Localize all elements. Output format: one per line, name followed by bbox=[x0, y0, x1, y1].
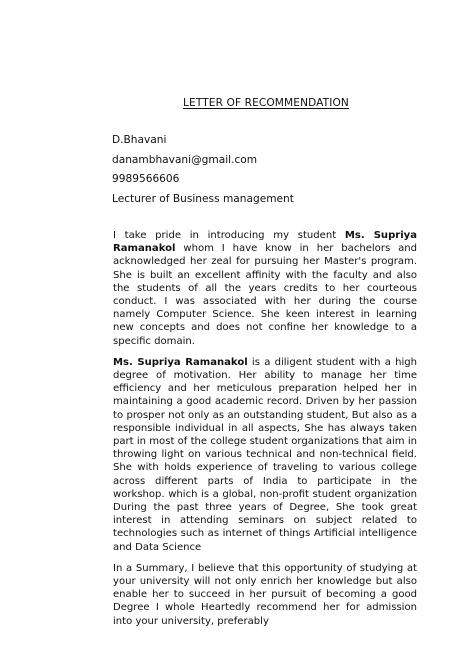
student-name: Ms. Supriya Ramanakol bbox=[113, 356, 248, 368]
student-name: Ms. Supriya Ramanakol bbox=[113, 230, 418, 255]
paragraph-introduction-lead: I take pride in introducing my student bbox=[113, 230, 345, 241]
sender-email: danambhavani@gmail.com bbox=[112, 153, 258, 166]
letter-body bbox=[113, 229, 417, 636]
paragraph-summary: In a Summary, I believe that this opportunity of studying at your university will not only enrich her knowledge but also enable her to succeed in her pursuit of becoming a good Degree I whole Heartedly recommend her for admission into your university, preferably bbox=[113, 562, 417, 627]
paragraph-achievements-rest: is a diligent student with a high degree of motivation. Her ability to manage her time efficiency and her meticulous preparation helped her in maintaining a good academic record. Driven by her passion to prosper not only as an outstanding student, But also as a responsible individual in all aspects, She has always taken part in most of the college student organizations that aim in throwing light on various technical and non-technical field. She with holds experience of traveling to various college across different parts of India to participate in the workshop. which is a global, non-profit student organization During the past three years of Degree, She took great interest in attending seminars on subject related to technologies such as internet of things Artificial intelligence and Data Science bbox=[113, 356, 417, 553]
paragraph-achievements bbox=[113, 356, 417, 554]
letter-title: LETTER OF RECOMMENDATION bbox=[183, 97, 349, 109]
sender-phone: 9989566606 bbox=[112, 173, 180, 185]
paragraph-introduction bbox=[113, 229, 417, 348]
paragraph-introduction-rest: whom I have know in her bachelors and acknowledged her zeal for pursuing her Master's program. She is built an excellent affinity with the faculty and also the students of all the years credits to her courteous conduct. I was associated with her during the course namely Computer Science. She keen interest in learning new concepts and does not confine her knowledge to a specific domain. bbox=[113, 243, 417, 347]
sender-block bbox=[112, 134, 412, 212]
sender-name: D.Bhavani bbox=[112, 134, 167, 146]
sender-designation: Lecturer of Business management bbox=[112, 192, 294, 205]
